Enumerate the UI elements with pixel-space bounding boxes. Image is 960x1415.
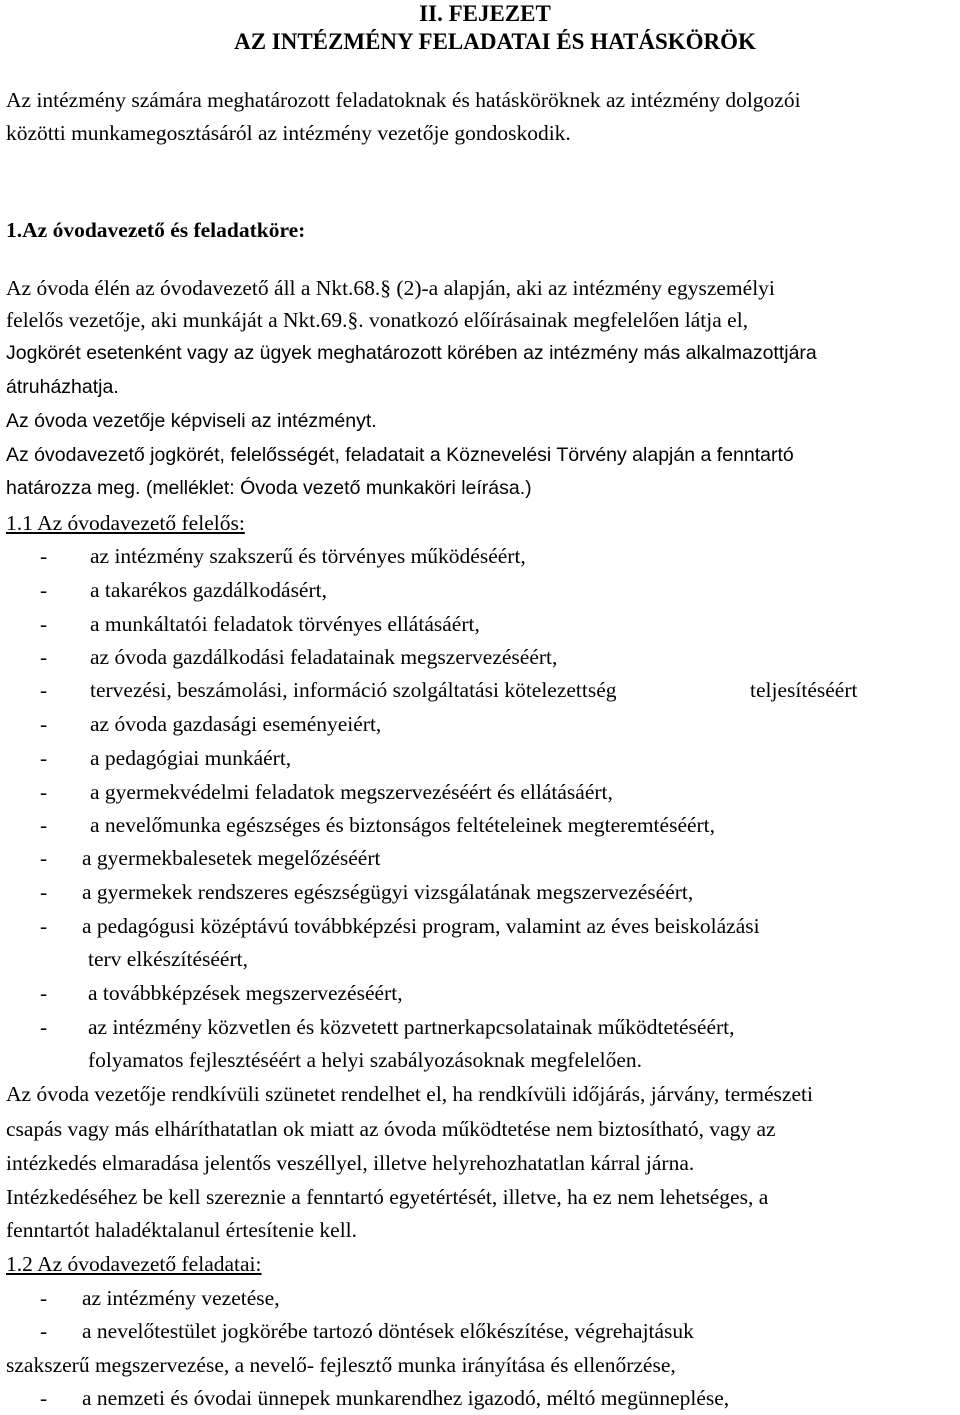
closure-line-3: intézkedés elmaradása jelentős veszéllyel, illetve helyrehozhatatlan kárral járna. (6, 1151, 695, 1175)
list-dash: - (40, 1386, 48, 1410)
chapter-title: AZ INTÉZMÉNY FELADATAI ÉS HATÁSKÖRÖK (234, 29, 756, 54)
section-1-para1-line-2: felelős vezetője, aki munkáját a Nkt.69.§. vonatkozó előírásainak megfelelően látja el, (6, 308, 749, 332)
section-1-para3-line-2: határozza meg. (melléklet: Óvoda vezető munkaköri leírása.) (6, 477, 532, 499)
section-1-title: 1.Az óvodavezető és feladatköre: (6, 218, 306, 242)
list-item: az intézmény közvetlen és közvetett partnerkapcsolatainak működtetéséért, (88, 1015, 735, 1039)
list-item-continuation: folyamatos fejlesztéséért a helyi szabályozásoknak megfelelően. (88, 1048, 642, 1072)
list-dash: - (40, 880, 48, 904)
list-item: a gyermekek rendszeres egészségügyi vizsgálatának megszervezéséért, (82, 880, 694, 904)
list-item: a pedagógusi középtávú továbbképzési program, valamint az éves beiskolázási (82, 914, 760, 938)
list-item: a takarékos gazdálkodásért, (90, 578, 327, 602)
list-dash: - (40, 678, 48, 702)
list-item-tail: teljesítéséért (750, 678, 858, 702)
intro-line-2: közötti munkamegosztásáról az intézmény vezetője gondoskodik. (6, 121, 571, 145)
section-1-para2: Az óvoda vezetője képviseli az intézményt. (6, 410, 377, 432)
list-dash: - (40, 1319, 48, 1343)
list-item: az óvoda gazdasági eseményeiért, (90, 712, 382, 736)
closure-line-2: csapás vagy más elháríthatatlan ok miatt az óvoda működtetése nem biztosítható, vagy az (6, 1117, 776, 1141)
closure-line-4: Intézkedéséhez be kell szereznie a fenntartó egyetértését, illetve, ha ez nem lehetséges, a (6, 1185, 769, 1209)
list-item: a gyermekbalesetek megelőzéséért (82, 846, 381, 870)
section-1-para3-line-1: Az óvodavezető jogkörét, felelősségét, feladatait a Köznevelési Törvény alapján a fenntartó (6, 444, 794, 466)
closure-line-1: Az óvoda vezetője rendkívüli szünetet rendelhet el, ha rendkívüli időjárás, járvány, természeti (6, 1082, 813, 1106)
list-dash: - (40, 780, 48, 804)
section-1-para1-line-1: Az óvoda élén az óvodavezető áll a Nkt.68.§ (2)-a alapján, aki az intézmény egyszemélyi (6, 276, 775, 300)
list-dash: - (40, 1015, 48, 1039)
list-dash: - (40, 544, 48, 568)
section-1-1-title: 1.1 Az óvodavezető felelős: (6, 511, 245, 535)
list-item: a munkáltatói feladatok törvényes ellátásáért, (90, 612, 480, 636)
list-item: a gyermekvédelmi feladatok megszervezéséért és ellátásáért, (90, 780, 613, 804)
list-dash: - (40, 981, 48, 1005)
list-dash: - (40, 578, 48, 602)
chapter-number: II. FEJEZET (419, 1, 551, 26)
list-item-continuation: terv elkészítéséért, (88, 947, 248, 971)
section-1-2-title: 1.2 Az óvodavezető feladatai: (6, 1252, 262, 1276)
list-dash: - (40, 645, 48, 669)
list-item: a nevelőtestület jogkörébe tartozó döntések előkészítése, végrehajtásuk (82, 1319, 694, 1343)
list-dash: - (40, 612, 48, 636)
section-1-para1-line-4: átruházhatja. (6, 376, 119, 398)
list-dash: - (40, 1286, 48, 1310)
list-dash: - (40, 746, 48, 770)
list-dash: - (40, 914, 48, 938)
section-1-para1-line-3: Jogkörét esetenként vagy az ügyek meghatározott körében az intézmény más alkalmazottjára (6, 342, 817, 364)
intro-line-1: Az intézmény számára meghatározott feladatoknak és hatásköröknek az intézmény dolgozói (6, 88, 801, 112)
list-item: a továbbképzések megszervezéséért, (88, 981, 403, 1005)
list-dash: - (40, 846, 48, 870)
list-item: a nemzeti és óvodai ünnepek munkarendhez igazodó, méltó megünneplése, (82, 1386, 730, 1410)
list-item: az intézmény vezetése, (82, 1286, 280, 1310)
list-dash: - (40, 712, 48, 736)
closure-line-5: fenntartót haladéktalanul értesítenie kell. (6, 1218, 358, 1242)
list-item: a nevelőmunka egészséges és biztonságos feltételeinek megteremtéséért, (90, 813, 716, 837)
list-item-continuation: szakszerű megszervezése, a nevelő- fejlesztő munka irányítása és ellenőrzése, (6, 1353, 676, 1377)
list-dash: - (40, 813, 48, 837)
list-item: a pedagógiai munkáért, (90, 746, 292, 770)
list-item: tervezési, beszámolási, információ szolgáltatási kötelezettség (90, 678, 617, 702)
list-item: az óvoda gazdálkodási feladatainak megszervezéséért, (90, 645, 558, 669)
list-item: az intézmény szakszerű és törvényes működéséért, (90, 544, 526, 568)
